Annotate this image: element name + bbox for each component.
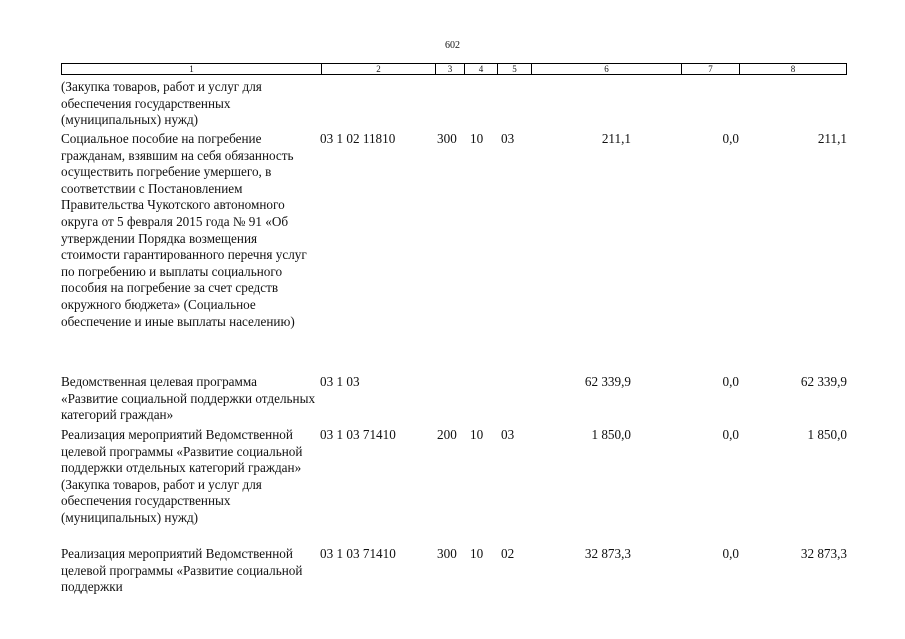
row-value-7: 0,0	[722, 427, 739, 442]
column-header-5: 5	[497, 64, 531, 74]
row-code: 03 1 03	[320, 374, 360, 389]
row-name: Ведомственная целевая программа «Развитие социальной поддержки отдельных категорий граждан»	[61, 374, 316, 423]
row-value-8: 32 873,3	[800, 546, 847, 561]
row-value-6: 62 339,9	[584, 374, 631, 389]
row-type: 300	[437, 546, 457, 561]
row-name: (Закупка товаров, работ и услуг для обеспечения государственных (муниципальных) нужд)	[61, 79, 262, 128]
column-header-3: 3	[435, 64, 464, 74]
column-header-4: 4	[464, 64, 497, 74]
row-value-7: 0,0	[722, 546, 739, 561]
row-code: 03 1 02 11810	[320, 131, 396, 146]
column-header-6: 6	[531, 64, 681, 74]
row-section: 10	[470, 427, 484, 442]
row-value-8: 211,1	[817, 131, 847, 146]
row-code: 03 1 03 71410	[320, 546, 396, 561]
row-section: 10	[470, 131, 484, 146]
row-type: 200	[437, 427, 457, 442]
row-value-8: 1 850,0	[807, 427, 847, 442]
row-name: Реализация мероприятий Ведомственной целевой программы «Развитие социальной поддержки отдельных категорий граждан» (Закупка товаров, работ и услуг для обеспечения государственных (муниципальных) нужд)	[61, 427, 303, 525]
row-subsection: 03	[501, 131, 515, 146]
row-code: 03 1 03 71410	[320, 427, 396, 442]
row-value-6: 211,1	[601, 131, 631, 146]
column-header-1: 1	[189, 64, 194, 74]
row-subsection: 03	[501, 427, 515, 442]
column-header-2: 2	[321, 64, 435, 74]
row-value-6: 32 873,3	[584, 546, 631, 561]
row-type: 300	[437, 131, 457, 146]
page-number: 602	[445, 40, 460, 51]
row-subsection: 02	[501, 546, 515, 561]
row-name: Реализация мероприятий Ведомственной целевой программы «Развитие социальной поддержки	[61, 546, 303, 595]
row-value-8: 62 339,9	[800, 374, 847, 389]
row-value-7: 0,0	[722, 374, 739, 389]
row-value-6: 1 850,0	[591, 427, 631, 442]
row-value-7: 0,0	[722, 131, 739, 146]
column-header-8: 8	[739, 64, 846, 74]
row-name: Социальное пособие на погребение гражданам, взявшим на себя обязанность осуществить погребение умершего, в соответствии с Постановлением Правительства Чукотского автономного округа от 5 февраля 2015 года № 91 «Об утверждении Порядка возмещения стоимости гарантированного перечня услуг по погребению и выплаты социального пособия на погребение за счет средств окружного бюджета» (Социальное обеспечение и иные выплаты населению)	[61, 131, 307, 329]
table-header-row	[61, 63, 847, 75]
column-header-7: 7	[681, 64, 739, 74]
row-section: 10	[470, 546, 484, 561]
